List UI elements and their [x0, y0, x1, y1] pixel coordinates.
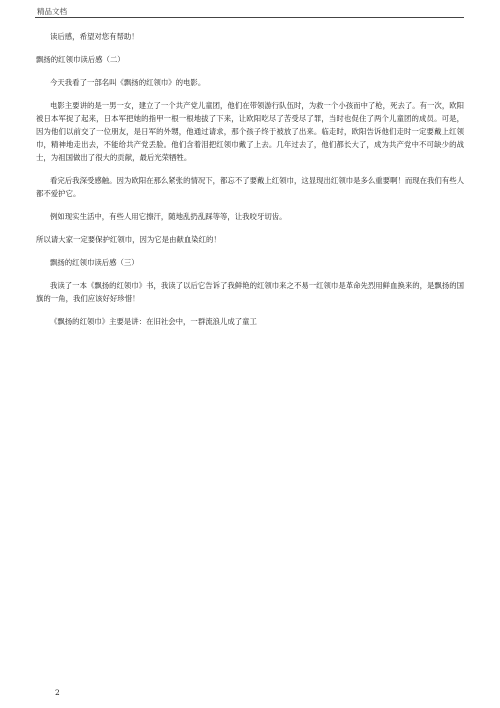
paragraph: 《飘扬的红领巾》主要是讲：在旧社会中，一群流浪儿成了童工 [50, 317, 257, 326]
header-divider [35, 17, 464, 18]
page-number: 2 [55, 688, 60, 697]
page-header: 精品文档 [37, 7, 67, 16]
paragraph: 今天我看了一部名叫《飘扬的红领巾》的电影。 [50, 78, 206, 87]
paragraph: 我读了一本《飘扬的红领巾》书，我读了以后它告诉了我鲜艳的红领巾来之不易一红领巾是革命先烈用鲜血换来的，是飘扬的国旗的一角，我们应该好好珍惜！ [36, 281, 464, 303]
paragraph: 所以请大家一定要保护红领巾，因为它是由献血染红的！ [36, 235, 221, 244]
paragraph: 看完后我深受感触。因为欧阳在那么紧张的情况下，都忘不了要戴上红领巾，这显现出红领巾是多么重要啊！而现在我们有些人都不爱护它。 [36, 176, 464, 198]
paragraph: 读后感，希望对您有帮助！ [50, 32, 139, 41]
paragraph: 例如现实生活中，有些人用它擦汗，随地乱扔乱踩等等，让我咬牙切齿。 [50, 212, 287, 221]
paragraph: 飘扬的红领巾读后感（三） [50, 258, 139, 267]
paragraph: 飘扬的红领巾读后感（二） [36, 55, 125, 64]
document-body [36, 30, 464, 338]
paragraph: 电影主要讲的是一男一女，建立了一个共产党儿童团，他们在带领游行队伍时，为救一个小孩而中了枪，死去了。有一次，欧阳被日本军捉了起来，日本军把她的指甲一根一根地拔了下来，让欧阳吃尽了苦受尽了罪，当时也促住了两个儿童团的成员。可是，因为他们以前交了一位朋友，是日军的外甥，他通过请求，那个孩子终于被放了出来。临走时，欧阳告诉他们走时一定要戴上红领巾，精神地走出去，不能给共产党丢脸。他们含着泪把红领巾戴了上去。几年过去了，他们都长大了，成为共产党中不可缺少的战士，为祖国做出了很大的贡献，最后光荣牺牲。 [36, 101, 464, 162]
